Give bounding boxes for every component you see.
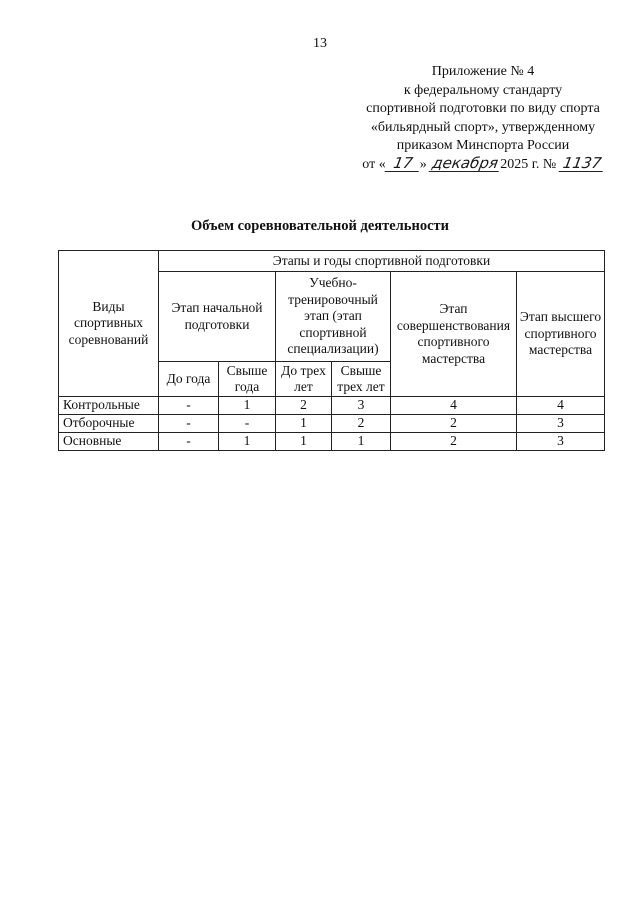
annex-date-line bbox=[348, 153, 618, 175]
table-cell: 1 bbox=[219, 397, 276, 415]
year-over-year-cell: Свыше года bbox=[219, 362, 276, 397]
year-up-to-three-cell: До трех лет bbox=[276, 362, 332, 397]
table-cell: - bbox=[159, 415, 219, 433]
table-cell: 2 bbox=[332, 415, 391, 433]
row-name-cell: Контрольные bbox=[59, 397, 159, 415]
table-row bbox=[59, 415, 605, 433]
table-row bbox=[59, 433, 605, 451]
annex-line: спортивной подготовки по виду спорта bbox=[366, 101, 600, 116]
table-cell: 1 bbox=[276, 415, 332, 433]
table-cell: - bbox=[159, 397, 219, 415]
page-number: 13 bbox=[313, 36, 327, 51]
table-cell: 1 bbox=[276, 433, 332, 451]
document-title: Объем соревновательной деятельности bbox=[191, 218, 449, 234]
table-cell: 2 bbox=[276, 397, 332, 415]
annex-line: «бильярдный спорт», утвержденному bbox=[370, 119, 596, 135]
table-cell: 1 bbox=[332, 433, 391, 451]
stage-improvement-cell: Этап совершенствования спортивного мастерства bbox=[391, 272, 517, 397]
annex-title: Приложение № 4 bbox=[431, 64, 535, 79]
table-cell: 3 bbox=[517, 433, 605, 451]
date-prefix: от « bbox=[362, 156, 386, 172]
table-row bbox=[59, 397, 605, 415]
table-cell: 2 bbox=[391, 415, 517, 433]
table-cell: 1 bbox=[219, 433, 276, 451]
row-name-cell: Отборочные bbox=[59, 415, 159, 433]
table-header-row bbox=[59, 251, 605, 272]
annex-line: приказом Минспорта России bbox=[396, 138, 570, 153]
row-header-cell: Виды спортивных соревнований bbox=[59, 251, 159, 397]
table-cell: 3 bbox=[517, 415, 605, 433]
stage-initial-cell: Этап начальной подготовки bbox=[159, 272, 276, 362]
table-cell: 2 bbox=[391, 433, 517, 451]
table-cell: 3 bbox=[332, 397, 391, 415]
stage-training-cell: Учебно-тренировочный этап (этап спортивной специализации) bbox=[276, 272, 391, 362]
handwritten-month: декабря bbox=[429, 156, 502, 172]
annex-line: к федеральному стандарту bbox=[403, 82, 563, 98]
date-year: 2025 г. № bbox=[500, 156, 557, 172]
table-cell: - bbox=[219, 415, 276, 433]
table-cell: 4 bbox=[391, 397, 517, 415]
handwritten-order-number: 1137 bbox=[558, 156, 605, 172]
table-cell: - bbox=[159, 433, 219, 451]
year-up-to-year-cell: До года bbox=[159, 362, 219, 397]
competition-volume-table bbox=[58, 250, 605, 451]
group-header-cell: Этапы и годы спортивной подготовки bbox=[159, 251, 605, 272]
table-cell: 4 bbox=[517, 397, 605, 415]
stage-higher-cell: Этап высшего спортивного мастерства bbox=[517, 272, 605, 397]
row-name-cell: Основные bbox=[59, 433, 159, 451]
annex-block bbox=[348, 63, 618, 174]
handwritten-day: 17 bbox=[384, 156, 421, 172]
year-over-three-cell: Свыше трех лет bbox=[332, 362, 391, 397]
date-mid: » bbox=[419, 156, 427, 172]
